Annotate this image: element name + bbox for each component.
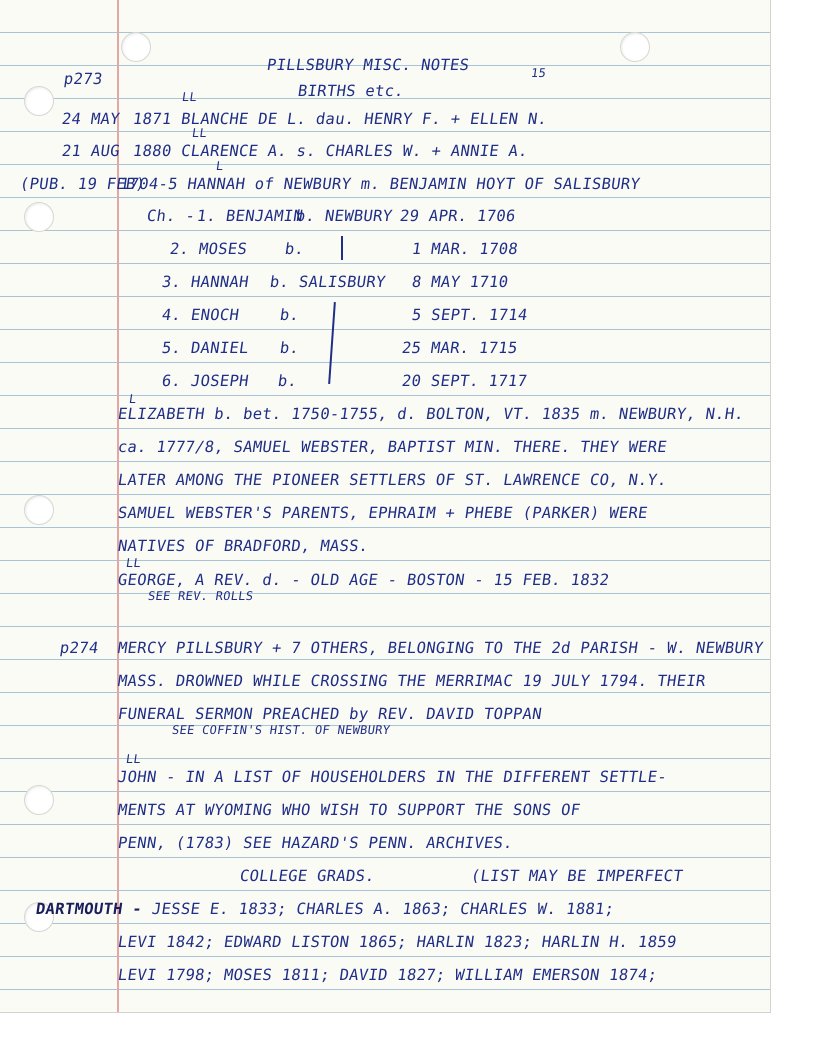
college-line: JESSE E. 1833; CHARLES A. 1863; CHARLES W. 1881; bbox=[150, 900, 616, 918]
entry-date: (PUB. 19 FEB) bbox=[18, 175, 147, 193]
elizabeth-line: ca. 1777/8, SAMUEL WEBSTER, BAPTIST MIN. THERE. THEY WERE bbox=[116, 438, 669, 456]
mercy-line: FUNERAL SERMON PREACHED by REV. DAVID TOPPAN bbox=[116, 705, 544, 723]
john-line: PENN, (1783) SEE HAZARD'S PENN. ARCHIVES. bbox=[116, 834, 515, 852]
entry-date: 21 AUG bbox=[60, 142, 122, 160]
child-birth: b. bbox=[278, 339, 301, 357]
entry-text: 1704-5 HANNAH of NEWBURY m. BENJAMIN HOYT OF SALISBURY bbox=[118, 175, 642, 193]
binder-hole bbox=[121, 32, 151, 62]
page-reference: p273 bbox=[62, 70, 104, 88]
lineage-mark: LL bbox=[181, 90, 199, 104]
child-name: 6. JOSEPH bbox=[160, 372, 250, 390]
lineage-mark: L bbox=[215, 159, 225, 173]
entry-date: 24 MAY bbox=[60, 110, 122, 128]
elizabeth-line: LATER AMONG THE PIONEER SETTLERS OF ST. LAWRENCE CO, N.Y. bbox=[116, 471, 669, 489]
entry-text: 1871 BLANCHE DE L. dau. HENRY F. + ELLEN N. bbox=[131, 110, 549, 128]
child-birth: b. bbox=[276, 372, 299, 390]
john-line: JOHN - IN A LIST OF HOUSEHOLDERS IN THE DIFFERENT SETTLE- bbox=[116, 768, 669, 786]
child-name: 2. MOSES bbox=[168, 240, 249, 258]
child-name: 3. HANNAH bbox=[160, 273, 250, 291]
ditto-bracket bbox=[328, 302, 335, 384]
college-heading: COLLEGE GRADS. bbox=[238, 867, 377, 885]
elizabeth-line: ELIZABETH b. bet. 1750-1755, d. BOLTON, VT. 1835 m. NEWBURY, N.H. bbox=[116, 405, 746, 423]
binder-hole bbox=[24, 785, 54, 815]
binder-hole bbox=[620, 32, 650, 62]
child-name: 1. BENJAMIN bbox=[195, 207, 305, 225]
page-title: PILLSBURY MISC. NOTES bbox=[265, 56, 471, 74]
child-birth: b. SALISBURY bbox=[268, 273, 387, 291]
child-birth: b. NEWBURY bbox=[294, 207, 394, 225]
child-birth: b. bbox=[278, 306, 301, 324]
college-line: LEVI 1798; MOSES 1811; DAVID 1827; WILLIAM EMERSON 1874; bbox=[116, 966, 659, 984]
lineage-mark: LL bbox=[191, 126, 209, 140]
child-name: 5. DANIEL bbox=[160, 339, 250, 357]
elizabeth-line: NATIVES OF BRADFORD, MASS. bbox=[116, 537, 370, 555]
page-reference: p274 bbox=[58, 639, 100, 657]
binder-hole bbox=[24, 202, 54, 232]
child-date: 25 MAR. 1715 bbox=[400, 339, 519, 357]
college-school: DARTMOUTH - bbox=[34, 900, 144, 918]
mercy-line: MASS. DROWNED WHILE CROSSING THE MERRIMAC 19 JULY 1794. THEIR bbox=[116, 672, 707, 690]
child-name: 4. ENOCH bbox=[160, 306, 241, 324]
page-subtitle: BIRTHS etc. bbox=[296, 82, 406, 100]
ditto-bracket bbox=[341, 236, 343, 260]
lineage-mark: LL bbox=[125, 752, 143, 766]
child-date: 5 SEPT. 1714 bbox=[410, 306, 529, 324]
children-prefix: Ch. - bbox=[145, 207, 197, 225]
child-date: 8 MAY 1710 bbox=[410, 273, 510, 291]
binder-hole bbox=[24, 86, 54, 116]
lineage-mark: L bbox=[128, 392, 138, 406]
child-date: 29 APR. 1706 bbox=[398, 207, 517, 225]
george-line: GEORGE, A REV. d. - OLD AGE - BOSTON - 15 FEB. 1832 bbox=[116, 571, 611, 589]
college-line: LEVI 1842; EDWARD LISTON 1865; HARLIN 1823; HARLIN H. 1859 bbox=[116, 933, 678, 951]
lineage-mark: LL bbox=[125, 556, 143, 570]
mercy-line: MERCY PILLSBURY + 7 OTHERS, BELONGING TO THE 2d PARISH - W. NEWBURY bbox=[116, 639, 765, 657]
mercy-note: SEE COFFIN'S HIST. OF NEWBURY bbox=[171, 723, 392, 737]
binder-hole bbox=[24, 495, 54, 525]
child-date: 20 SEPT. 1717 bbox=[400, 372, 529, 390]
college-note: (LIST MAY BE IMPERFECT bbox=[469, 867, 685, 885]
child-date: 1 MAR. 1708 bbox=[410, 240, 520, 258]
george-note: SEE REV. ROLLS bbox=[147, 589, 255, 603]
entry-text: 1880 CLARENCE A. s. CHARLES W. + ANNIE A. bbox=[131, 142, 530, 160]
elizabeth-line: SAMUEL WEBSTER'S PARENTS, EPHRAIM + PHEBE (PARKER) WERE bbox=[116, 504, 650, 522]
child-birth: b. bbox=[283, 240, 306, 258]
page-title-note: 15 bbox=[530, 66, 548, 80]
john-line: MENTS AT WYOMING WHO WISH TO SUPPORT THE SONS OF bbox=[116, 801, 582, 819]
